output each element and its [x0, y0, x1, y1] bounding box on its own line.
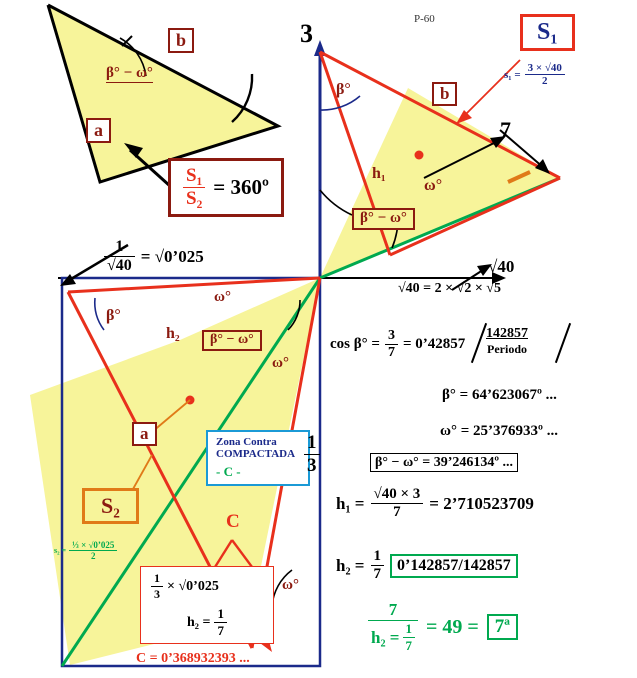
label-b-top-left: b	[168, 28, 194, 53]
s2-badge	[82, 488, 139, 524]
omega-value: ω° = 25’376933º ...	[440, 423, 558, 439]
one-third-num: 1	[307, 432, 317, 453]
page-code: P-60	[414, 13, 435, 25]
label-7: 7	[500, 117, 511, 142]
label-beta-top: β°	[336, 81, 351, 98]
red-dot-right	[415, 151, 424, 160]
s2-expression	[54, 540, 117, 561]
c-box-h2-num: 1	[217, 606, 224, 621]
s1-expression-lhs: s₁ =	[504, 68, 521, 81]
inv-sqrt40-den: √40	[104, 256, 135, 275]
sqrt40-factorization: √40 = 2 × √2 × √5	[398, 281, 501, 296]
h1-formula-den: 7	[371, 503, 424, 521]
c-box-h2-den: 7	[214, 622, 227, 639]
label-beta-minus-omega-center: β° − ω°	[352, 208, 415, 230]
s1-badge	[520, 14, 575, 51]
h1-formula	[336, 486, 534, 521]
h2-formula-den: 7	[371, 565, 385, 583]
s1-expression-num: 3 × √40	[527, 62, 562, 74]
h1-formula-lhs: h₁ =	[336, 493, 365, 513]
label-omega-upper-bottom: ω°	[214, 289, 231, 305]
label-a-bottom: a	[132, 422, 157, 446]
c-box-frac-den: 3	[151, 586, 163, 602]
ratio-numerator: S₁	[186, 165, 203, 186]
h2-formula-num: 1	[373, 548, 381, 564]
label-omega-right: ω°	[424, 177, 443, 194]
periodo-block	[486, 326, 528, 357]
label-beta-minus-omega-bottom: β° − ω°	[202, 330, 262, 351]
arc-center-big	[320, 190, 352, 215]
label-c: C	[226, 511, 240, 532]
inv-sqrt40-value: = √0’025	[140, 246, 204, 266]
h2-formula-lhs: h₂ =	[336, 555, 365, 575]
arc-beta-bottom	[95, 298, 104, 330]
label-sqrt40: √40	[488, 257, 515, 276]
ratio-denominator: S₂	[183, 187, 205, 210]
yellow-triangle-top-left	[48, 5, 278, 182]
s2-expression-lhs: s₂ =	[54, 546, 67, 555]
final-den-lhs: h₂ =	[371, 627, 400, 647]
s2-expression-den: 2	[69, 550, 117, 561]
final-result	[368, 600, 518, 654]
beta-minus-omega-value-inner: β° − ω° = 39’246134º ...	[370, 453, 518, 472]
h1-formula-value: = 2’710523709	[429, 493, 534, 513]
cos-beta-value: = 0’42857	[402, 336, 466, 352]
cos-beta-row	[330, 328, 465, 361]
label-b-right: b	[432, 82, 457, 106]
axis-top-value: 3	[300, 19, 313, 48]
beta-value: β° = 64’623067º ...	[442, 387, 557, 403]
s1-expression	[504, 62, 565, 87]
c-box-line1: × √0’025	[167, 578, 219, 594]
inv-sqrt40-num: 1	[115, 238, 124, 255]
h2-formula	[336, 548, 518, 583]
label-omega-mid-bottom: ω°	[272, 355, 289, 371]
h1-formula-num: √40 × 3	[373, 486, 421, 502]
c-box	[140, 566, 274, 644]
c-box-h2-lhs: h₂ =	[187, 614, 211, 630]
s2-expression-num: ⅓ × √0’025	[72, 540, 115, 550]
s1-expression-den: 2	[525, 74, 565, 87]
label-a-top-left: a	[86, 118, 111, 143]
label-h1: h₁	[372, 165, 386, 182]
panel-line1: Zona Contra	[216, 436, 277, 448]
one-third-den: 3	[304, 454, 320, 477]
ratio-s1-s2-box	[168, 158, 284, 217]
ratio-value: = 360º	[213, 175, 269, 199]
final-den-den: 7	[403, 637, 416, 654]
beta-minus-omega-value	[370, 456, 518, 471]
panel-line3: - C -	[216, 464, 241, 479]
final-eq: = 49 =	[426, 615, 479, 638]
cos-beta-lhs: cos β° =	[330, 336, 380, 352]
periodo-value: 142857	[486, 326, 528, 341]
h2-formula-value: 0’142857/142857	[390, 554, 518, 578]
label-beta-bottom: β°	[106, 307, 121, 324]
red-line-h2	[68, 278, 320, 292]
label-omega-right-bottom: ω°	[282, 577, 299, 593]
panel-line2: COMPACTADA	[216, 448, 296, 460]
final-boxed: 7ª	[487, 614, 518, 640]
label-beta-minus-omega-topleft: β° − ω°	[106, 65, 153, 81]
label-h2: h₂	[166, 325, 180, 342]
c-box-frac-num: 1	[154, 571, 160, 585]
c-value: C = 0’368932393 ...	[136, 651, 250, 666]
zona-contra-panel	[206, 430, 310, 486]
periodo-label: Periodo	[487, 342, 527, 356]
s2-badge-label: S₂	[101, 493, 120, 518]
final-num: 7	[388, 600, 398, 619]
inv-sqrt40-expression	[104, 238, 204, 275]
one-third-label	[304, 432, 320, 477]
s1-badge-label: S₁	[537, 19, 558, 45]
cos-beta-den: 7	[385, 344, 398, 361]
cos-beta-num: 3	[387, 328, 395, 343]
final-den-num: 1	[405, 621, 412, 636]
